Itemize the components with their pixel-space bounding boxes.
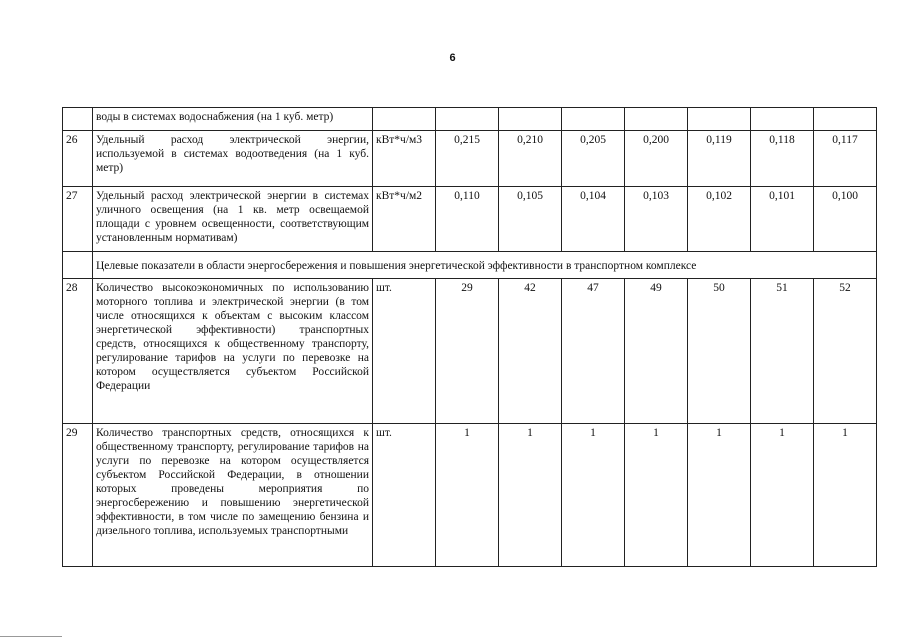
value-cell: 0,104 [562,187,625,252]
value-cell: 0,102 [688,187,751,252]
row-unit: кВт*ч/м2 [373,187,436,252]
row-number [63,108,93,131]
value-cell: 0,119 [688,131,751,187]
value-cell: 1 [814,424,877,567]
value-cell: 1 [562,424,625,567]
value-cell: 0,100 [814,187,877,252]
value-cell: 50 [688,279,751,424]
value-cell [499,108,562,131]
value-cell: 1 [751,424,814,567]
value-cell: 1 [436,424,499,567]
value-cell [751,108,814,131]
indicators-table [62,107,877,567]
table-row [63,131,877,187]
row-description: Удельный расход электрической энергии в системах уличного освещения (на 1 кв. метр освещаемой площади с уровнем освещенности, соответствующим установленным нормативам) [93,187,373,252]
scan-edge-mark [0,636,62,640]
row-number: 27 [63,187,93,252]
row-description: Количество транспортных средств, относящихся к общественному транспорту, регулирование тарифов на услуги по перевозке на котором осуществляется субъектом Российской Федерации, в отношении которых проведены мероприятия по энергосбережению и повышению энергетической эффективности, в том числе по замещению бензина и дизельного топлива, используемых транспортными [93,424,373,567]
section-number-cell [63,252,93,279]
value-cell: 42 [499,279,562,424]
value-cell: 0,101 [751,187,814,252]
value-cell [625,108,688,131]
row-unit: шт. [373,279,436,424]
table-row [63,108,877,131]
value-cell: 52 [814,279,877,424]
value-cell: 49 [625,279,688,424]
value-cell: 1 [499,424,562,567]
row-number: 28 [63,279,93,424]
section-heading-row [63,252,877,279]
value-cell: 0,210 [499,131,562,187]
value-cell: 0,117 [814,131,877,187]
value-cell: 1 [625,424,688,567]
value-cell: 1 [688,424,751,567]
value-cell: 0,205 [562,131,625,187]
value-cell [688,108,751,131]
value-cell: 51 [751,279,814,424]
table-row [63,187,877,252]
value-cell: 0,118 [751,131,814,187]
row-number: 29 [63,424,93,567]
value-cell: 0,200 [625,131,688,187]
value-cell: 0,105 [499,187,562,252]
value-cell: 29 [436,279,499,424]
value-cell: 0,215 [436,131,499,187]
row-description: воды в системах водоснабжения (на 1 куб. метр) [93,108,373,131]
row-number: 26 [63,131,93,187]
value-cell [562,108,625,131]
row-unit: шт. [373,424,436,567]
table-row [63,279,877,424]
value-cell [814,108,877,131]
row-description: Удельный расход электрической энергии, используемой в системах водоотведения (на 1 куб. метр) [93,131,373,187]
value-cell: 0,103 [625,187,688,252]
row-description: Количество высокоэкономичных по использованию моторного топлива и электрической энергии (в том числе относящихся к объектам с высоким классом энергетической эффективности) транспортных средств, относящихся к общественному транспорту, регулирование тарифов на услуги по перевозке на котором осуществляется субъектом Российской Федерации [93,279,373,424]
row-unit [373,108,436,131]
table-row [63,424,877,567]
section-heading: Целевые показатели в области энергосбережения и повышения энергетической эффективности в транспортном комплексе [93,252,877,279]
page-number: 6 [449,52,456,64]
value-cell: 0,110 [436,187,499,252]
row-unit: кВт*ч/м3 [373,131,436,187]
value-cell [436,108,499,131]
value-cell: 47 [562,279,625,424]
